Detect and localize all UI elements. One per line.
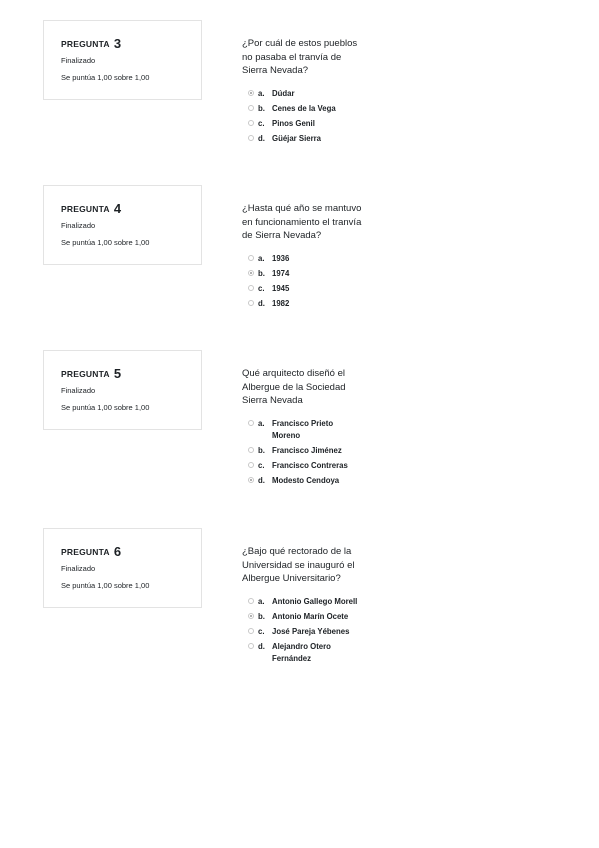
answer-list	[242, 596, 370, 666]
radio-button[interactable]	[248, 285, 254, 291]
answer-list	[242, 88, 370, 146]
answer-text: 1936	[272, 253, 290, 263]
answer-option[interactable]	[242, 268, 370, 280]
answer-text: 1974	[272, 268, 290, 278]
answer-letter: d.	[258, 134, 265, 144]
answer-text: Modesto Cendoya	[272, 476, 340, 486]
question-state: Finalizado	[61, 221, 96, 230]
question-text: ¿Hasta qué año se mantuvo en funcionamiento el tranvía de Sierra Nevada?	[242, 203, 362, 241]
answer-letter: a.	[258, 596, 265, 606]
answer-option[interactable]	[242, 418, 370, 442]
question-number	[61, 201, 121, 216]
radio-button[interactable]	[248, 90, 254, 96]
answer-text: Francisco Prieto Moreno	[272, 418, 334, 440]
question-text: Qué arquitecto diseñó el Albergue de la Sociedad Sierra Nevada	[242, 368, 346, 406]
question-text: ¿Por cuál de estos pueblos no pasaba el tranvía de Sierra Nevada?	[242, 38, 358, 76]
radio-button[interactable]	[248, 420, 254, 426]
question-content	[242, 367, 370, 490]
radio-button[interactable]	[248, 447, 254, 453]
answer-option[interactable]	[242, 626, 370, 638]
answer-list	[242, 418, 370, 488]
radio-button[interactable]	[248, 462, 254, 468]
question-content	[242, 202, 370, 313]
question-content	[242, 545, 370, 668]
answer-text: Pinos Genil	[272, 118, 315, 128]
answer-letter: c.	[258, 626, 265, 636]
question-grade: Se puntúa 1,00 sobre 1,00	[61, 73, 150, 82]
question-label: PREGUNTA	[61, 204, 110, 214]
question-state: Finalizado	[61, 56, 96, 65]
question-grade: Se puntúa 1,00 sobre 1,00	[61, 403, 150, 412]
answer-letter: b.	[258, 445, 265, 455]
question-number	[61, 366, 121, 381]
answer-option[interactable]	[242, 596, 370, 608]
answer-letter: a.	[258, 88, 265, 98]
question-state: Finalizado	[61, 564, 96, 573]
answer-option[interactable]	[242, 88, 370, 100]
answer-letter: a.	[258, 418, 265, 428]
question-label: PREGUNTA	[61, 39, 110, 49]
answer-list	[242, 253, 370, 311]
answer-letter: b.	[258, 103, 265, 113]
answer-option[interactable]	[242, 118, 370, 130]
question-label: PREGUNTA	[61, 547, 110, 557]
question-grade: Se puntúa 1,00 sobre 1,00	[61, 238, 150, 247]
radio-button[interactable]	[248, 598, 254, 604]
answer-text: Cenes de la Vega	[272, 103, 336, 113]
answer-letter: c.	[258, 283, 265, 293]
question-number-value: 6	[113, 544, 122, 559]
answer-option[interactable]	[242, 460, 370, 472]
question-state: Finalizado	[61, 386, 96, 395]
answer-letter: d.	[258, 642, 265, 652]
answer-option[interactable]	[242, 103, 370, 115]
answer-option[interactable]	[242, 283, 370, 295]
radio-button[interactable]	[248, 477, 254, 483]
answer-option[interactable]	[242, 298, 370, 310]
radio-button[interactable]	[248, 120, 254, 126]
answer-text: 1945	[272, 283, 290, 293]
question-number-value: 5	[113, 366, 122, 381]
question-info-box	[43, 20, 202, 100]
radio-button[interactable]	[248, 613, 254, 619]
answer-option[interactable]	[242, 445, 370, 457]
question-text: ¿Bajo qué rectorado de la Universidad se inauguró el Albergue Universitario?	[242, 546, 355, 584]
question-label: PREGUNTA	[61, 369, 110, 379]
answer-letter: c.	[258, 118, 265, 128]
question-number-value: 3	[113, 36, 122, 51]
answer-text: Francisco Contreras	[272, 460, 348, 470]
radio-button[interactable]	[248, 643, 254, 649]
question-number-value: 4	[113, 201, 122, 216]
question-info-box	[43, 528, 202, 608]
answer-text: Güéjar Sierra	[272, 134, 321, 144]
answer-option[interactable]	[242, 475, 370, 487]
answer-text: José Pareja Yébenes	[272, 626, 350, 636]
radio-button[interactable]	[248, 628, 254, 634]
answer-text: Antonio Gallego Morell	[272, 596, 358, 606]
radio-button[interactable]	[248, 270, 254, 276]
answer-option[interactable]	[242, 641, 370, 665]
answer-text: 1982	[272, 299, 290, 309]
radio-button[interactable]	[248, 255, 254, 261]
answer-option[interactable]	[242, 611, 370, 623]
answer-letter: b.	[258, 611, 265, 621]
question-info-box	[43, 185, 202, 265]
answer-letter: a.	[258, 253, 265, 263]
answer-text: Alejandro Otero Fernández	[272, 642, 331, 664]
question-number	[61, 544, 121, 559]
answer-letter: c.	[258, 460, 265, 470]
question-number	[61, 36, 121, 51]
answer-option[interactable]	[242, 133, 370, 145]
answer-letter: b.	[258, 268, 265, 278]
radio-button[interactable]	[248, 300, 254, 306]
answer-option[interactable]	[242, 253, 370, 265]
radio-button[interactable]	[248, 105, 254, 111]
question-grade: Se puntúa 1,00 sobre 1,00	[61, 581, 150, 590]
question-info-box	[43, 350, 202, 430]
answer-letter: d.	[258, 299, 265, 309]
question-content	[242, 37, 370, 148]
answer-text: Francisco Jiménez	[272, 445, 342, 455]
answer-text: Dúdar	[272, 88, 295, 98]
radio-button[interactable]	[248, 135, 254, 141]
answer-text: Antonio Marín Ocete	[272, 611, 349, 621]
answer-letter: d.	[258, 476, 265, 486]
